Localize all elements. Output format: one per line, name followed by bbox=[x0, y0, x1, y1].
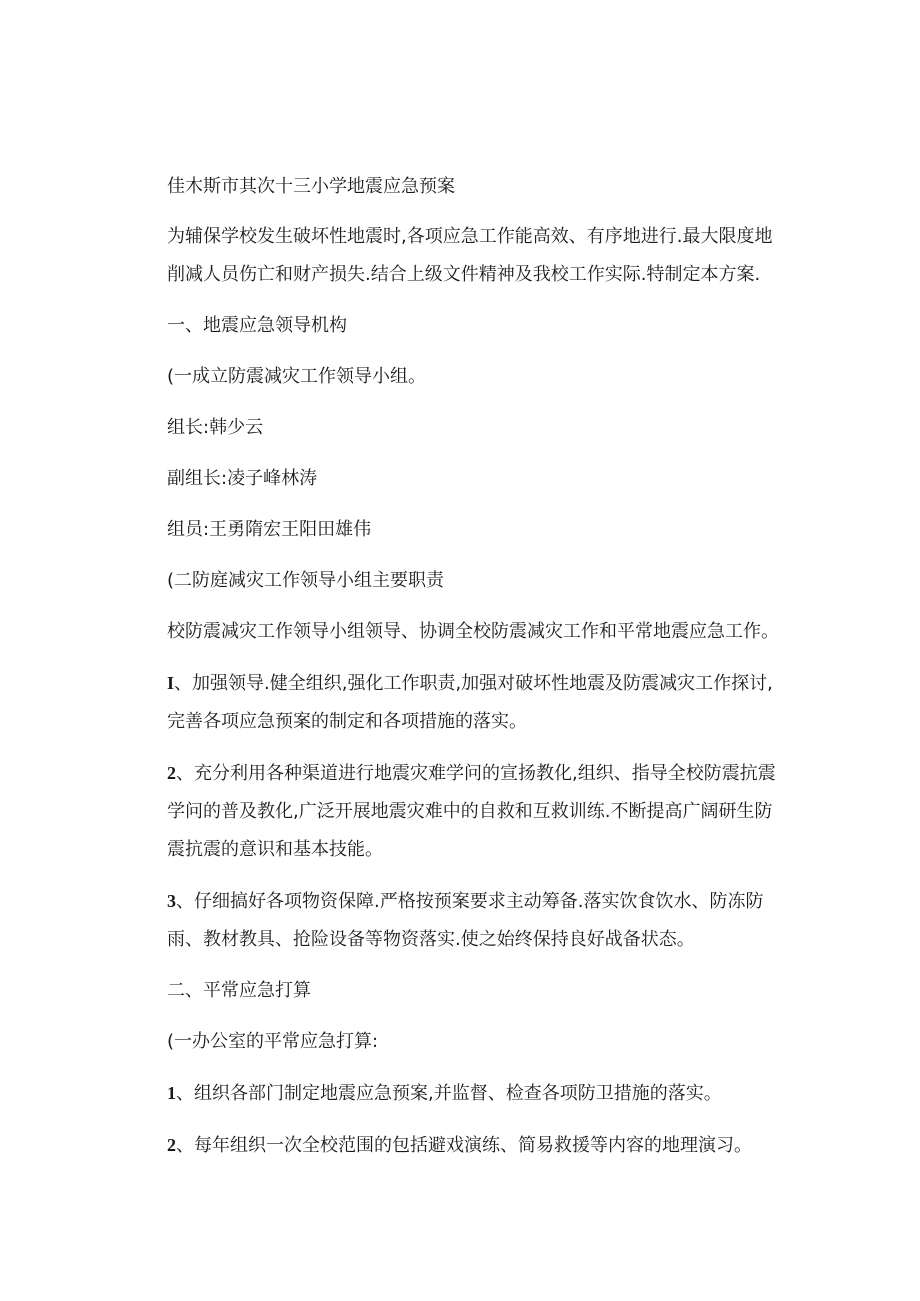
deputy-leader-line: 副组长:凌子峰林涛 bbox=[167, 468, 318, 489]
duty-item-2 bbox=[167, 754, 787, 869]
duty-intro-paragraph: 校防震减灾工作领导小组领导、协调全校防震减灾工作和平常地震应急工作。 bbox=[167, 621, 779, 642]
section-1-subheading-2: (二防庭减灾工作领导小组主要职责 bbox=[167, 570, 445, 591]
item-text: 、组织各部门制定地震应急预案,并监督、检查各项防卫措施的落实。 bbox=[176, 1083, 722, 1104]
item-text: 、充分利用各种渠道进行地震灾难学问的宣扬教化,组织、指导全校防震抗震学问的普及教化,广泛开展地震灾难中的自救和互救训练.不断提高广阔研生防震抗震的意识和基本技能。 bbox=[167, 763, 776, 860]
section-2-heading: 二、平常应急打算 bbox=[167, 980, 311, 1001]
duty-item-3 bbox=[167, 882, 787, 959]
item-number: I bbox=[167, 673, 175, 693]
intro-paragraph: 为辅保学校发生破坏性地震时,各项应急工作能高效、有序地进行.最大限度地削减人员伤亡和财产损失.结合上级文件精神及我校工作实际.特制定本方案. bbox=[167, 226, 773, 285]
members-line: 组员:王勇隋宏王阳田雄伟 bbox=[167, 519, 372, 540]
item-number: 2 bbox=[167, 1135, 176, 1155]
item-text: 、仔细搞好各项物资保障.严格按预案要求主动筹备.落实饮食饮水、防冻防雨、教材教具、抢险设备等物资落实.使之始终保持良好战备状态。 bbox=[167, 891, 764, 950]
item-text: 、加强领导.健全组织,强化工作职责,加强对破坏性地震及防震减灾工作探讨,完善各项应急预案的制定和各项措施的落实。 bbox=[167, 673, 773, 732]
section-1-heading: 一、地震应急领导机构 bbox=[167, 315, 347, 336]
item-number: 1 bbox=[167, 1083, 176, 1103]
document-body bbox=[167, 168, 787, 1178]
office-item-1 bbox=[167, 1074, 787, 1113]
item-number: 2 bbox=[167, 763, 176, 783]
leader-line: 组长:韩少云 bbox=[167, 417, 264, 438]
office-item-2 bbox=[167, 1126, 787, 1165]
item-number: 3 bbox=[167, 891, 176, 911]
section-1-subheading-1: (一成立防震减灾工作领导小组。 bbox=[167, 366, 427, 387]
item-text: 、每年组织一次全校范围的包括避戏演练、简易救援等内容的地理演习。 bbox=[176, 1135, 752, 1156]
document-title: 佳木斯市其次十三小学地震应急预案 bbox=[167, 176, 455, 197]
duty-item-1 bbox=[167, 664, 787, 741]
section-2-subheading-1: (一办公室的平常应急打算: bbox=[167, 1031, 379, 1052]
